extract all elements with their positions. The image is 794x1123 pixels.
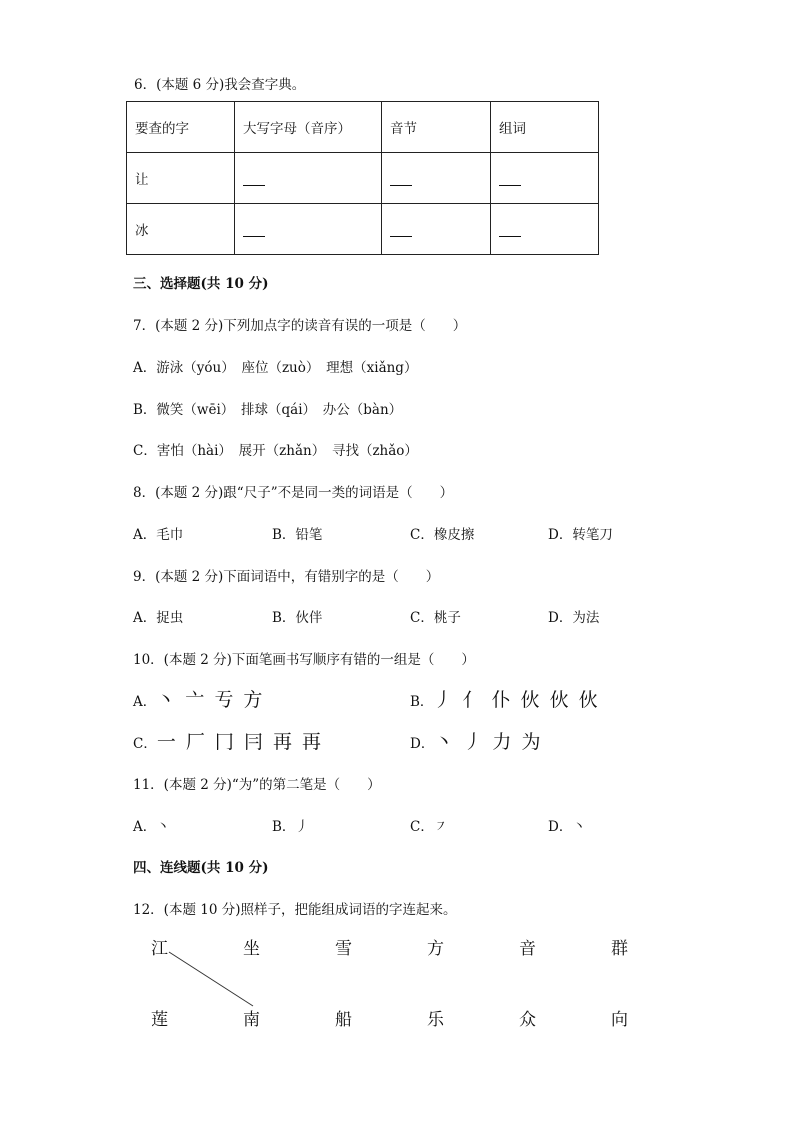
- q9-option-a[interactable]: A．捉虫: [133, 610, 184, 626]
- stroke-sequence: 丿 亻 仆 伙 伙 伙: [433, 689, 600, 711]
- section-heading: 三、选择题(共 10 分): [133, 276, 269, 292]
- option-label: A．: [133, 694, 157, 710]
- match-top-char[interactable]: 音: [519, 939, 536, 959]
- q8-title: 8．(本题 2 分)跟“尺子”不是同一类的词语是（ ）: [133, 485, 454, 501]
- header-cell: 组词: [491, 102, 599, 153]
- q10-title: 10．(本题 2 分)下面笔画书写顺序有错的一组是（ ）: [133, 652, 475, 668]
- match-top-char[interactable]: 群: [611, 939, 628, 959]
- stroke-sequence: 一 厂 冂 冃 再 再: [156, 731, 324, 753]
- option-label: D．: [410, 736, 435, 752]
- q6-title: 6．(本题 6 分)我会查字典。: [134, 77, 306, 93]
- q8-option-d[interactable]: D．转笔刀: [548, 527, 613, 543]
- q11-option-b[interactable]: B．丿: [272, 819, 309, 835]
- match-bottom-char[interactable]: 向: [611, 1010, 628, 1030]
- stroke-sequence: 丶 丿 力 为: [434, 731, 543, 753]
- match-bottom-char[interactable]: 南: [243, 1010, 260, 1030]
- q11-option-c[interactable]: C．㇇: [410, 819, 448, 835]
- q7-option-b[interactable]: B．微笑（wēi） 排球（qái） 办公（bàn）: [133, 402, 403, 418]
- header-cell: 音节: [382, 102, 491, 153]
- q7-option-a[interactable]: A．游泳（yóu） 座位（zuò） 理想（xiǎng）: [133, 360, 418, 376]
- q9-option-d[interactable]: D．为法: [548, 610, 600, 626]
- match-bottom-char[interactable]: 乐: [427, 1010, 444, 1030]
- q7-option-c[interactable]: C．害怕（hài） 展开（zhǎn） 寻找（zhǎo）: [133, 443, 418, 459]
- q8-option-b[interactable]: B．铅笔: [272, 527, 323, 543]
- option-label: B．: [410, 694, 434, 710]
- stroke-sequence: 丶 亠 亐 方: [156, 689, 265, 711]
- header-cell: 要查的字: [127, 102, 235, 153]
- section-heading: 四、连线题(共 10 分): [133, 860, 269, 876]
- q9-option-c[interactable]: C．桃子: [410, 610, 461, 626]
- q9-option-b[interactable]: B．伙伴: [272, 610, 323, 626]
- q8-option-c[interactable]: C．橡皮擦: [410, 527, 475, 543]
- q7-title: 7．(本题 2 分)下列加点字的读音有误的一项是（ ）: [133, 318, 467, 334]
- match-top-char[interactable]: 江: [151, 939, 168, 959]
- match-bottom-char[interactable]: 船: [335, 1010, 352, 1030]
- q9-title: 9．(本题 2 分)下面词语中，有错别字的是（ ）: [133, 569, 440, 585]
- q11-title: 11．(本题 2 分)“为”的第二笔是（ ）: [133, 777, 381, 793]
- q12-title: 12．(本题 10 分)照样子，把能组成词语的字连起来。: [133, 902, 457, 918]
- match-bottom-char[interactable]: 莲: [151, 1010, 168, 1030]
- q8-option-a[interactable]: A．毛巾: [133, 527, 184, 543]
- header-cell: 大写字母（音序）: [235, 102, 382, 153]
- char-cell: 让: [127, 153, 235, 204]
- match-top-char[interactable]: 方: [427, 939, 444, 959]
- char-cell: 冰: [127, 204, 235, 255]
- match-bottom-char[interactable]: 众: [519, 1010, 536, 1030]
- match-top-char[interactable]: 雪: [335, 939, 352, 959]
- option-label: C．: [133, 736, 157, 752]
- q11-option-d[interactable]: D．丶: [548, 819, 586, 835]
- match-top-char[interactable]: 坐: [243, 939, 260, 959]
- q11-option-a[interactable]: A．丶: [133, 819, 170, 835]
